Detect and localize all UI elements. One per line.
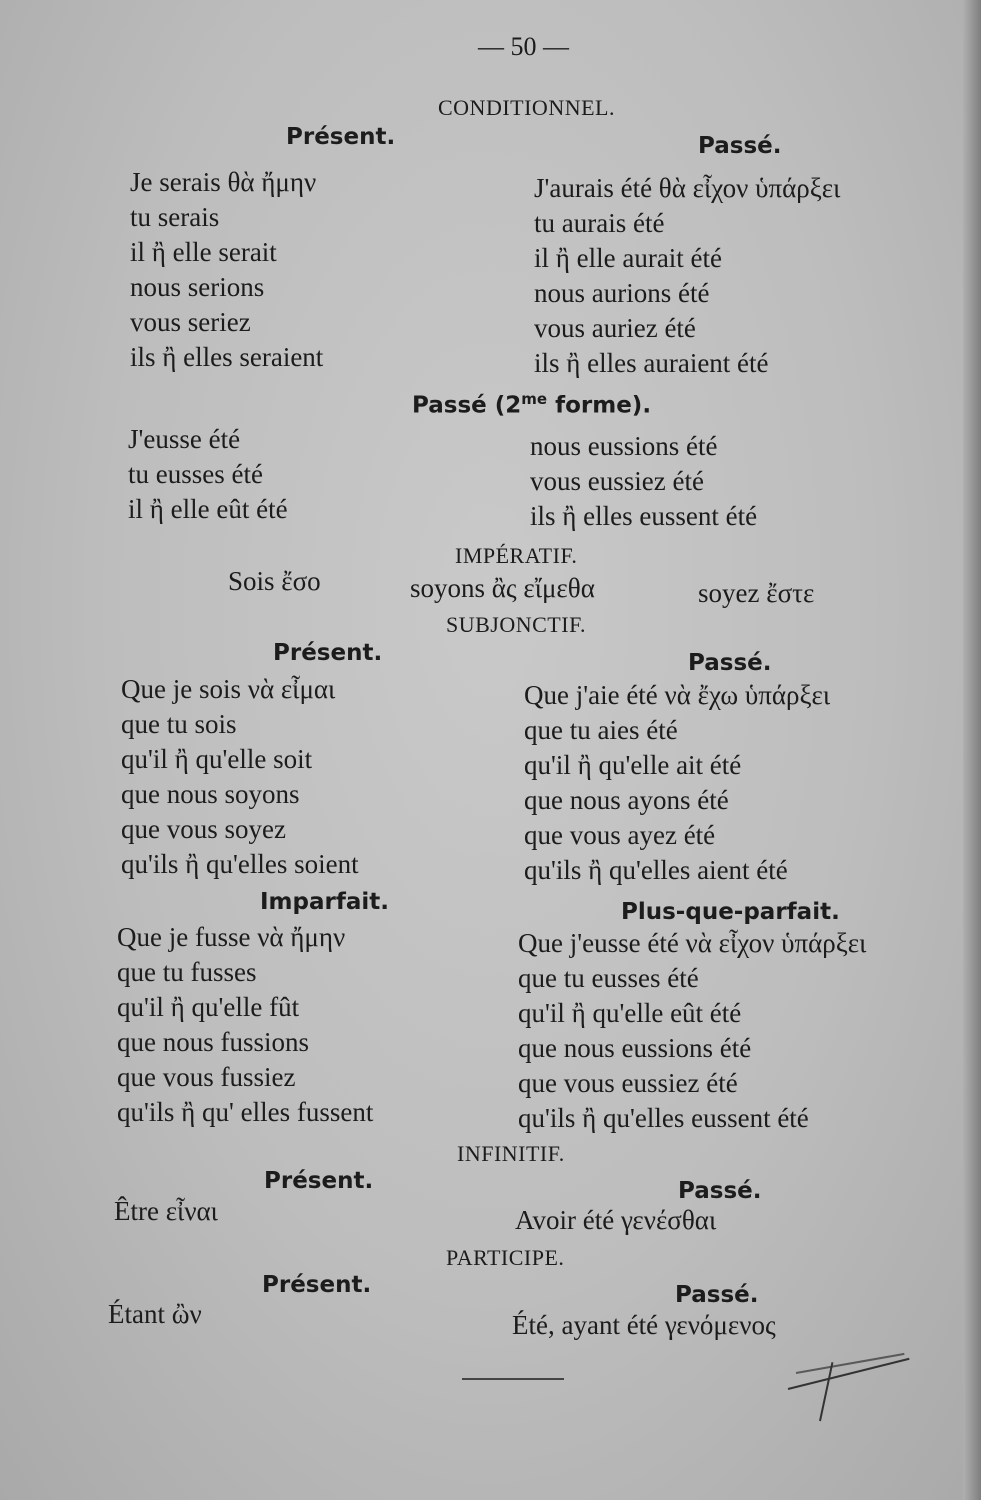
list-item: qu'il ἢ qu'elle ait été <box>524 750 742 780</box>
conditionnel-present-list <box>130 167 323 377</box>
list-item: que vous soyez <box>121 814 286 844</box>
list-item: qu'ils ἢ qu'elles soient <box>121 849 359 879</box>
section-heading-infinitif: INFINITIF. <box>457 1141 565 1166</box>
list-item: Que je sois νὰ εἶμαι <box>121 674 336 704</box>
list-item: que tu sois <box>121 709 237 739</box>
list-item: que vous eussiez été <box>518 1068 738 1098</box>
list-item: Je serais θὰ ἤμην <box>130 167 317 197</box>
list-item: ils ἢ elles seraient <box>130 342 324 372</box>
subjonctif-present-label: Présent. <box>273 640 383 666</box>
subjonctif-imparfait-label: Imparfait. <box>260 889 389 915</box>
participe-present-label: Présent. <box>262 1272 372 1298</box>
list-item: qu'ils ἢ qu'elles eussent été <box>518 1103 809 1133</box>
list-item: qu'il ἢ qu'elle eût été <box>518 998 742 1028</box>
list-item: qu'il ἢ qu'elle fût <box>117 992 300 1022</box>
list-item: nous serions <box>130 272 265 302</box>
section-heading-subjonctif: SUBJONCTIF. <box>446 612 587 637</box>
list-item: vous eussiez été <box>530 466 704 496</box>
list-item: il ἢ elle eût été <box>128 494 288 524</box>
conditionnel-passe-label: Passé. <box>698 133 782 159</box>
list-item: que nous ayons été <box>524 785 729 815</box>
list-item: il ἢ elle aurait été <box>534 243 723 273</box>
participe-passe-label: Passé. <box>675 1282 759 1308</box>
section-heading-conditionnel: CONDITIONNEL. <box>438 95 615 120</box>
page-number: — 50 — <box>478 32 569 61</box>
list-item: ils ἢ elles eussent été <box>530 501 758 531</box>
list-item: nous eussions été <box>530 431 718 461</box>
list-item: que nous soyons <box>121 779 300 809</box>
conditionnel-passe-list <box>534 173 840 383</box>
list-item: J'eusse été <box>128 424 241 454</box>
section-heading-participe: PARTICIPE. <box>446 1245 565 1270</box>
list-item: vous seriez <box>130 307 251 337</box>
imperatif-item: soyez ἔστε <box>698 578 815 608</box>
list-item: Que je fusse νὰ ἤμην <box>117 922 346 952</box>
imperatif-item: Sois ἔσο <box>228 566 321 596</box>
list-item: que tu aies été <box>524 715 678 745</box>
list-item: que nous eussions été <box>518 1033 752 1063</box>
participe-passe-text: Été, ayant été γενόμενος <box>512 1310 776 1340</box>
infinitif-passe-label: Passé. <box>678 1178 762 1204</box>
list-item: nous aurions été <box>534 278 710 308</box>
list-item: que nous fussions <box>117 1027 310 1057</box>
page-edge <box>963 0 981 1500</box>
section-heading-imperatif: IMPÉRATIF. <box>455 543 578 568</box>
list-item: tu serais <box>130 202 220 232</box>
list-item: ils ἢ elles auraient été <box>534 348 769 378</box>
list-item: J'aurais été θὰ εἶχον ὑπάρξει <box>534 173 841 203</box>
list-item: qu'ils ἢ qu'elles aient été <box>524 855 788 885</box>
imperatif-item: soyons ἂς εἴμεθα <box>410 573 595 603</box>
list-item: tu aurais été <box>534 208 665 238</box>
list-item: que vous fussiez <box>117 1062 296 1092</box>
infinitif-present-label: Présent. <box>264 1168 374 1194</box>
infinitif-passe-text: Avoir été γενέσθαι <box>515 1205 717 1235</box>
list-item: qu'ils ἢ qu' elles fussent <box>117 1097 374 1127</box>
list-item: que vous ayez été <box>524 820 716 850</box>
subjonctif-present-list <box>121 674 359 884</box>
subjonctif-passe-list <box>524 680 830 890</box>
end-rule <box>462 1378 564 1380</box>
list-item: que tu fusses <box>117 957 257 987</box>
list-item: Que j'aie été νὰ ἔχω ὑπάρξει <box>524 680 831 710</box>
conditionnel-present-label: Présent. <box>286 124 396 150</box>
conditionnel-passe2-right-list <box>530 431 757 536</box>
participe-present-text: Étant ὢν <box>108 1299 202 1329</box>
list-item: vous auriez été <box>534 313 696 343</box>
infinitif-present-text: Être εἶναι <box>114 1196 218 1226</box>
list-item: tu eusses été <box>128 459 263 489</box>
list-item: il ἢ elle serait <box>130 237 277 267</box>
conditionnel-passe2-left-list <box>128 424 288 529</box>
subjonctif-plus-que-parfait-list <box>518 928 866 1138</box>
subjonctif-imparfait-list <box>117 922 373 1132</box>
list-item: que tu eusses été <box>518 963 699 993</box>
list-item: Que j'eusse été νὰ εἶχον ὑπάρξει <box>518 928 867 958</box>
list-item: qu'il ἢ qu'elle soit <box>121 744 313 774</box>
subjonctif-plus-que-parfait-label: Plus-que-parfait. <box>621 899 840 925</box>
subjonctif-passe-label: Passé. <box>688 650 772 676</box>
conditionnel-passe2-label: Passé ($2^{me}$ forme). <box>412 390 652 419</box>
